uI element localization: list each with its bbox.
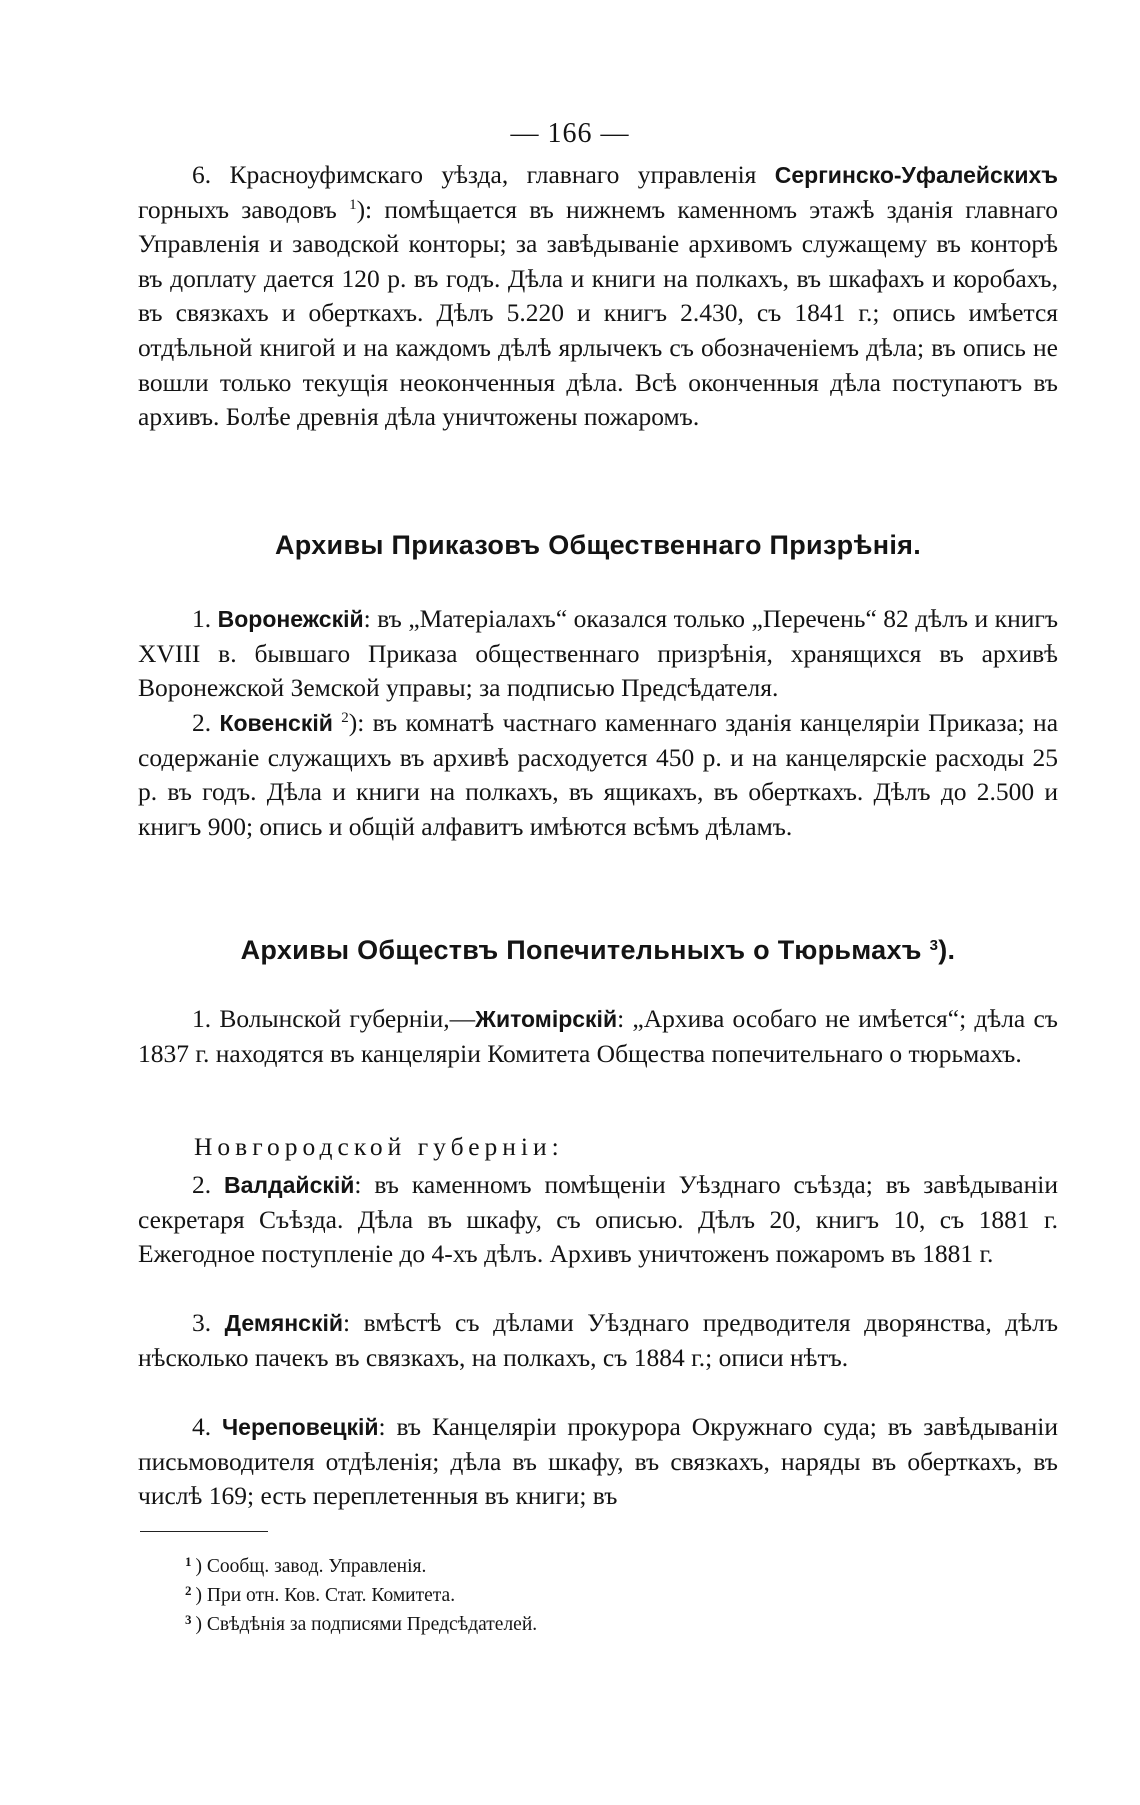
footnote: $^2$ ) При отн. Ков. Стат. Комитета. (185, 1583, 456, 1606)
entry-text: ): помѣщается въ нижнемъ каменномъ этажѣ зданія главнаго Управленія и заводской конторы; за завѣдываніе архивомъ служащему въ конторѣ въ доплату дается 120 р. въ годъ. Дѣла и книги на полкахъ, въ шкафахъ и коробахъ, въ связкахъ и оберткахъ. Дѣлъ 5.220 и книгъ 2.430, съ 1841 г.; опись имѣется отдѣльной книгой и на каждомъ дѣлѣ ярлычекъ съ обозначеніемъ дѣла; въ опись не вошли только текущія неоконченныя дѣла. Всѣ оконченныя дѣла поступаютъ въ архивъ. Болѣе древнія дѣла уничтожены пожаромъ. (138, 194, 1058, 432)
footnote: $^3$ ) Свѣдѣнія за подписями Предсѣдателей. (185, 1612, 538, 1635)
entry-text: ): въ комнатѣ частнаго каменнаго зданія канцеляріи Приказа; на содержаніе служащихъ въ архивѣ расходуется 450 р. и на канцелярскіе расходы 25 р. въ годъ. Дѣла и книги на полкахъ, въ ящикахъ, въ оберткахъ. Дѣлъ до 2.500 и книгъ 900; опись и общій алфавитъ имѣются всѣмъ дѣламъ. (138, 708, 1059, 841)
entry-text: : въ каменномъ помѣщеніи Уѣзднаго съѣзда; въ завѣдываніи секретаря Съѣзда. Дѣла въ шкафу, съ описью. Дѣлъ 20, книгъ 10, съ 1881 г. Ежегодное поступленіе до 4-хъ дѣлъ. Архивъ уничтоженъ пожаромъ въ 1881 г. (138, 1170, 1059, 1269)
section-heading: Архивы Обществъ Попечительныхъ о Тюрьмахъ (240, 935, 922, 965)
entry-number: 1. (192, 1004, 212, 1033)
footnotes (185, 1552, 885, 1639)
entry-text: : въ „Матеріалахъ“ оказался только „Перечень“ 82 дѣлъ и книгъ XVIII в. бывшаго Приказа общественнаго призрѣнія, хранящихся въ архивѣ Воронежской Земской управы; за подписью Предсѣдателя. (138, 604, 1059, 703)
entry-text: : „Архива особаго не имѣется“; дѣла съ 1837 г. находятся въ канцеляріи Комитета Общества попечительнаго о тюрьмахъ. (138, 1004, 1058, 1068)
section-heading-tyurmy: Архивы Обществъ Попечительныхъ о Тюрьмахъ $^3$). (240, 935, 956, 965)
footnote-ref: 3 (929, 937, 939, 954)
entry-voronezh (138, 602, 1058, 706)
footnote-ref: 1 (349, 196, 357, 213)
entry-text: : вмѣстѣ съ дѣлами Уѣзднаго предводителя дворянства, дѣлъ нѣсколько пачекъ въ связкахъ, на полкахъ, съ 1884 г.; описи нѣтъ. (138, 1308, 1059, 1372)
entry-name: Череповецкій (222, 1414, 379, 1440)
entry-name: Житомірскій (475, 1006, 618, 1032)
section-heading: Архивы Приказовъ Общественнаго Призрѣнія. (275, 530, 921, 560)
entry-valdai (138, 1168, 1058, 1272)
entry-number: 3. (192, 1308, 212, 1337)
entry-text: : въ Канцеляріи прокурора Окружнаго суда; въ завѣдываніи письмоводителя отдѣленія; дѣла въ шкафу, въ связкахъ, наряды въ оберткахъ, въ числѣ 169; есть переплетенныя въ книги; въ (138, 1412, 1059, 1511)
entry-number: 4. (192, 1412, 212, 1441)
entry-koven (138, 706, 1058, 844)
page-number: — 166 — (510, 118, 630, 149)
entry-number: 6. (192, 160, 212, 189)
footnote: $^1$ ) Сообщ. завод. Управленія. (185, 1554, 427, 1577)
entry-number: 2. (192, 708, 212, 737)
subheading-novgorod (138, 1130, 1058, 1165)
entry-text: Красноуфимскаго уѣзда, главнаго управленія (229, 160, 757, 189)
entry-name: Воронежскій (217, 606, 364, 632)
entry-name: Валдайскій (224, 1172, 355, 1198)
entry-text: горныхъ заводовъ (138, 194, 337, 224)
entry-zhitomir (138, 1002, 1058, 1071)
entry-name: Сергинско-Уфалейскихъ (774, 162, 1059, 188)
entry-text: Волынской губерніи,— (219, 1004, 476, 1033)
entry-cherepovets (138, 1410, 1058, 1514)
subheading: Новгородской губерніи: (194, 1132, 564, 1161)
entry-krasnoufimsk (138, 158, 1058, 435)
footnote-ref: 2 (341, 710, 349, 726)
entry-name: Демянскій (224, 1310, 343, 1336)
entry-number: 1. (192, 604, 212, 633)
section-heading-prikazy (138, 530, 1058, 561)
footnote-divider (140, 1531, 268, 1532)
entry-demyansk (138, 1306, 1058, 1375)
entry-number: 2. (192, 1170, 212, 1199)
entry-name: Ковенскій (219, 710, 333, 736)
